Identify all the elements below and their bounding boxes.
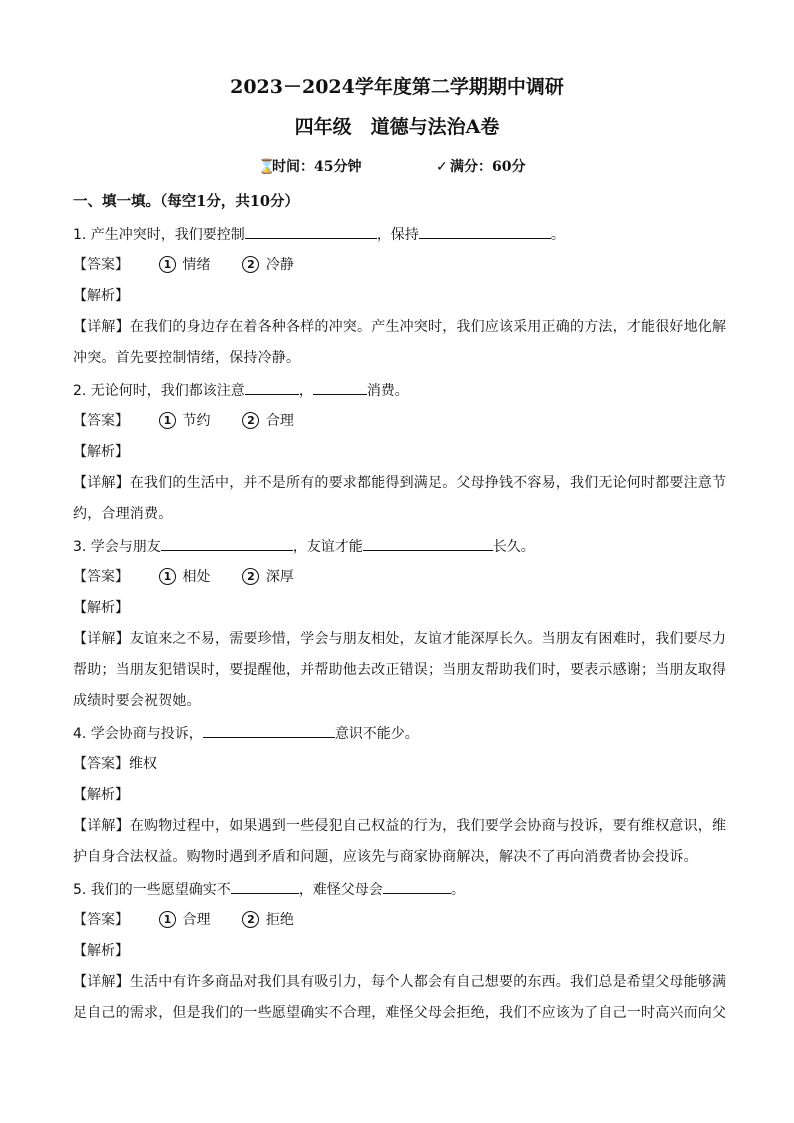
answer-row: 【答案】 1 相处 2 深厚	[73, 569, 294, 585]
circled-number: 2	[242, 568, 259, 585]
detail-line: 护自身合法权益。购物时遇到矛盾和问题，应该先与商家协商解决，解决不了再向消费者协会投诉。	[73, 849, 698, 865]
analysis-label: 【解析】	[73, 943, 129, 959]
circled-number: 2	[242, 911, 259, 928]
circled-number: 2	[242, 256, 259, 273]
answer-row: 【答案】 1 合理 2 拒绝	[73, 912, 294, 928]
circled-number: 1	[159, 256, 176, 273]
answer-row: 【答案】 1 节约 2 合理	[73, 413, 294, 429]
answer-row: 【答案】维权	[73, 756, 157, 772]
detail-line: 【详解】在我们的身边存在着各种各样的冲突。产生冲突时，我们应该采用正确的方法，才能很好地化解	[73, 319, 727, 335]
analysis-label: 【解析】	[73, 600, 129, 616]
analysis-label: 【解析】	[73, 444, 129, 460]
detail-line: 【详解】在购物过程中，如果遇到一些侵犯自己权益的行为，我们要学会协商与投诉，要有维权意识，维	[73, 818, 727, 834]
detail-line: 帮助；当朋友犯错误时，要提醒他，并帮助他去改正错误；当朋友帮助我们时，要表示感谢；当朋友取得	[73, 662, 727, 678]
question-1: 1. 产生冲突时，我们要控制 ，保持 。	[73, 224, 565, 245]
answer-blank[interactable]	[245, 380, 299, 395]
answer-row: 【答案】 1 情绪 2 冷静	[73, 257, 294, 273]
detail-line: 冲突。首先要控制情绪，保持冷静。	[73, 350, 301, 366]
question-4: 4. 学会协商与投诉， 意识不能少。	[73, 723, 419, 744]
score-text: 满分：60分	[450, 159, 526, 175]
answer-blank[interactable]	[383, 879, 451, 894]
answer-blank[interactable]	[203, 723, 335, 738]
detail-line: 成绩时要会祝贺她。	[73, 693, 201, 709]
analysis-label: 【解析】	[73, 787, 129, 803]
answer-blank[interactable]	[419, 224, 551, 239]
score-info	[436, 156, 525, 176]
question-3: 3. 学会与朋友 ，友谊才能 长久。	[73, 536, 535, 557]
circled-number: 1	[159, 412, 176, 429]
detail-line: 【详解】友谊来之不易，需要珍惜，学会与朋友相处，友谊才能深厚长久。当朋友有困难时，我们要尽力	[73, 631, 727, 647]
detail-line: 【详解】在我们的生活中，并不是所有的要求都能得到满足。父母挣钱不容易，我们无论何时都要注意节	[73, 475, 727, 491]
hourglass-icon: ⌛	[258, 159, 276, 175]
exam-subtitle: 四年级 道德与法治A卷	[294, 116, 500, 138]
answer-blank[interactable]	[161, 536, 293, 551]
circled-number: 1	[159, 568, 176, 585]
circled-number: 1	[159, 911, 176, 928]
question-2: 2. 无论何时，我们都该注意 ， 消费。	[73, 380, 409, 401]
question-5: 5. 我们的一些愿望确实不 ，难怪父母会 。	[73, 879, 465, 900]
section-heading: 一、填一填。（每空1分，共10分）	[73, 193, 300, 210]
circled-number: 2	[242, 412, 259, 429]
answer-blank[interactable]	[231, 879, 299, 894]
answer-blank[interactable]	[313, 380, 367, 395]
exam-title: 2023－2024学年度第二学期期中调研	[230, 76, 564, 98]
analysis-label: 【解析】	[73, 288, 129, 304]
detail-line: 【详解】生活中有许多商品对我们具有吸引力，每个人都会有自己想要的东西。我们总是希望父母能够满	[73, 974, 727, 990]
answer-blank[interactable]	[363, 536, 493, 551]
time-info	[258, 156, 361, 176]
time-text: 时间：45分钟	[272, 159, 362, 175]
detail-line: 足自己的需求，但是我们的一些愿望确实不合理，难怪父母会拒绝，我们不应该为了自己一时高兴而向父	[73, 1005, 727, 1021]
check-circle-icon: ✓	[436, 159, 448, 175]
detail-line: 约，合理消费。	[73, 506, 173, 522]
answer-blank[interactable]	[245, 224, 377, 239]
